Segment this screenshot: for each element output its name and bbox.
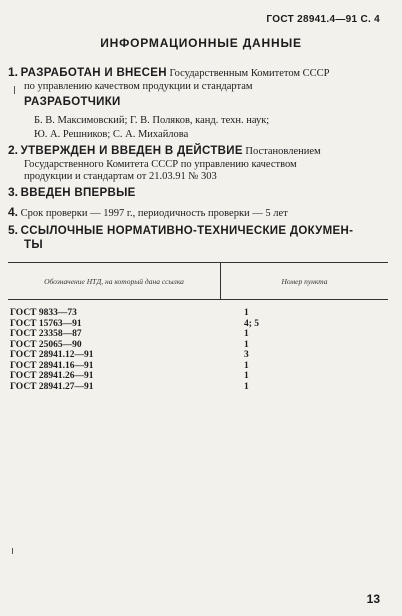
cell-document: ГОСТ 25065—90 xyxy=(10,339,82,350)
page-number: 13 xyxy=(366,592,380,606)
table-row xyxy=(8,329,388,340)
section-2-text-cont-2: продукции и стандартам от 21.03.91 № 303 xyxy=(24,171,217,182)
section-1-text-cont: по управлению качеством продукции и стандартам xyxy=(24,80,253,92)
cell-document: ГОСТ 28941.26—91 xyxy=(10,371,94,381)
developers-heading: РАЗРАБОТЧИКИ xyxy=(24,96,121,108)
table-row xyxy=(8,340,388,351)
cell-document: ГОСТ 28941.27—91 xyxy=(10,381,94,392)
section-1-heading: РАЗРАБОТАН И ВНЕСЕН xyxy=(20,67,167,79)
section-1-number: 1. xyxy=(8,65,19,79)
cell-point: 4; 5 xyxy=(244,318,260,329)
cell-document: ГОСТ 23358—87 xyxy=(10,329,82,339)
table-row xyxy=(8,319,388,330)
section-1 xyxy=(8,66,384,93)
section-2-number: 2. xyxy=(8,143,19,157)
cell-point: 1 xyxy=(244,308,249,318)
cell-point: 1 xyxy=(244,329,249,339)
table-row xyxy=(8,308,388,319)
table-row xyxy=(8,371,388,382)
section-5-heading-cont: ТЫ xyxy=(24,238,43,251)
table-row xyxy=(8,382,388,393)
section-3 xyxy=(8,186,384,201)
developers-line-2: Ю. А. Решников; С. А. Михайлова xyxy=(34,129,189,140)
section-4-text: Срок проверки — 1997 г., периодичность проверки — 5 лет xyxy=(20,208,288,219)
section-2-heading: УТВЕРЖДЕН И ВВЕДЕН В ДЕЙСТВИЕ xyxy=(20,145,243,157)
section-4-number: 4. xyxy=(8,205,19,219)
scan-mark xyxy=(14,86,15,94)
section-3-heading: ВВЕДЕН ВПЕРВЫЕ xyxy=(20,187,136,199)
cell-document: ГОСТ 15763—91 xyxy=(10,318,82,329)
section-3-number: 3. xyxy=(8,185,19,199)
references-table xyxy=(8,262,388,392)
table-body xyxy=(8,300,388,392)
cell-point: 1 xyxy=(244,360,249,371)
developers-line-1: Б. В. Максимовский; Г. В. Поляков, канд. техн. наук; xyxy=(34,115,270,126)
page-title: ИНФОРМАЦИОННЫЕ ДАННЫЕ xyxy=(100,36,302,50)
section-2 xyxy=(8,144,384,184)
section-1-text: Государственным Комитетом СССР xyxy=(169,68,330,79)
cell-document: ГОСТ 28941.12—91 xyxy=(10,350,94,360)
table-row xyxy=(8,350,388,361)
table-row xyxy=(8,361,388,372)
developers-list xyxy=(34,114,384,142)
section-2-text-cont: Государственного Комитета СССР по управлению качеством xyxy=(24,158,297,170)
table-header xyxy=(8,263,388,300)
section-2-text: Постановлением xyxy=(245,146,321,157)
cell-point: 3 xyxy=(244,350,249,360)
cell-point: 1 xyxy=(244,339,249,350)
section-5 xyxy=(8,224,384,251)
cell-document: ГОСТ 9833—73 xyxy=(10,308,77,318)
section-4 xyxy=(8,206,384,221)
col-header-point: Номер пункта xyxy=(281,276,328,286)
cell-document: ГОСТ 28941.16—91 xyxy=(10,360,94,371)
cell-point: 1 xyxy=(244,381,249,392)
col-header-document: Обозначение НТД, на который дана ссылка xyxy=(8,263,221,299)
section-5-heading: ССЫЛОЧНЫЕ НОРМАТИВНО-ТЕХНИЧЕСКИЕ ДОКУМЕН- xyxy=(20,225,354,237)
cell-point: 1 xyxy=(244,371,249,381)
section-5-number: 5. xyxy=(8,223,19,237)
standard-code-header: ГОСТ 28941.4—91 С. 4 xyxy=(266,14,380,25)
scan-mark xyxy=(12,548,13,554)
